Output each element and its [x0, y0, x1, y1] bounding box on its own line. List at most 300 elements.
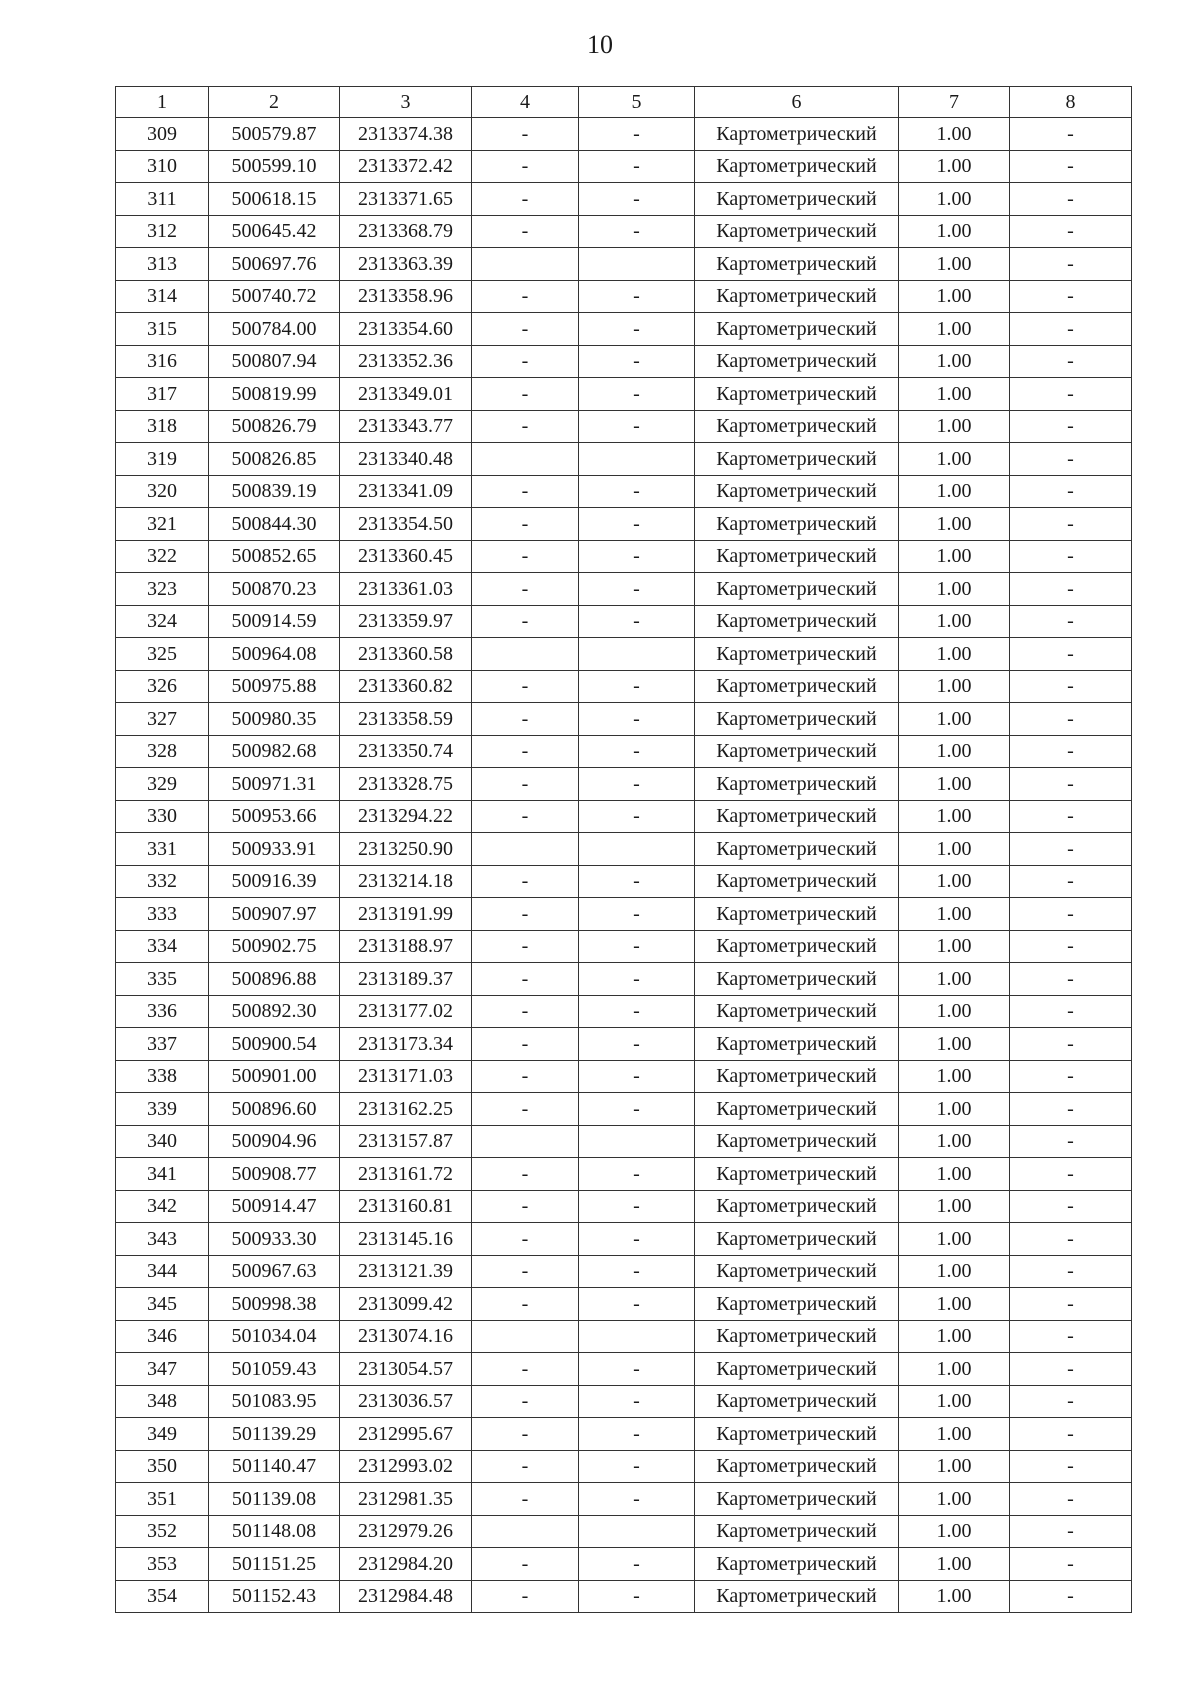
col5-cell: -: [579, 215, 695, 248]
col8-cell: -: [1010, 540, 1132, 573]
method-cell: Картометрический: [695, 573, 899, 606]
col4-cell: -: [472, 1223, 579, 1256]
col8-cell: -: [1010, 1255, 1132, 1288]
col4-cell: -: [472, 215, 579, 248]
col5-cell: -: [579, 605, 695, 638]
accuracy-cell: 1.00: [899, 1450, 1010, 1483]
y-coordinate-cell: 2313160.81: [340, 1190, 472, 1223]
col8-cell: -: [1010, 995, 1132, 1028]
col5-cell: -: [579, 475, 695, 508]
accuracy-cell: 1.00: [899, 1515, 1010, 1548]
method-cell: Картометрический: [695, 1548, 899, 1581]
col5-cell: -: [579, 280, 695, 313]
col5-cell: [579, 1320, 695, 1353]
col4-cell: -: [472, 703, 579, 736]
point-number-cell: 324: [116, 605, 209, 638]
col5-cell: -: [579, 540, 695, 573]
col5-cell: [579, 638, 695, 671]
col8-cell: -: [1010, 215, 1132, 248]
method-cell: Картометрический: [695, 1320, 899, 1353]
col8-cell: -: [1010, 963, 1132, 996]
table-row: [116, 995, 1132, 1028]
table-row: [116, 1515, 1132, 1548]
col8-cell: -: [1010, 280, 1132, 313]
x-coordinate-cell: 500896.88: [209, 963, 340, 996]
table-row: [116, 833, 1132, 866]
point-number-cell: 315: [116, 313, 209, 346]
table-row: [116, 865, 1132, 898]
accuracy-cell: 1.00: [899, 1125, 1010, 1158]
point-number-cell: 326: [116, 670, 209, 703]
accuracy-cell: 1.00: [899, 508, 1010, 541]
table-row: [116, 638, 1132, 671]
method-cell: Картометрический: [695, 703, 899, 736]
accuracy-cell: 1.00: [899, 1320, 1010, 1353]
col4-cell: -: [472, 1060, 579, 1093]
point-number-cell: 348: [116, 1385, 209, 1418]
accuracy-cell: 1.00: [899, 150, 1010, 183]
y-coordinate-cell: 2313054.57: [340, 1353, 472, 1386]
point-number-cell: 351: [116, 1483, 209, 1516]
x-coordinate-cell: 501139.29: [209, 1418, 340, 1451]
table-row: [116, 768, 1132, 801]
x-coordinate-cell: 500914.59: [209, 605, 340, 638]
y-coordinate-cell: 2313177.02: [340, 995, 472, 1028]
col5-cell: [579, 248, 695, 281]
table-row: [116, 1580, 1132, 1613]
y-coordinate-cell: 2313363.39: [340, 248, 472, 281]
column-header: 2: [209, 87, 340, 118]
y-coordinate-cell: 2313341.09: [340, 475, 472, 508]
y-coordinate-cell: 2312984.48: [340, 1580, 472, 1613]
col8-cell: -: [1010, 150, 1132, 183]
method-cell: Картометрический: [695, 638, 899, 671]
col8-cell: -: [1010, 1158, 1132, 1191]
point-number-cell: 335: [116, 963, 209, 996]
col4-cell: -: [472, 995, 579, 1028]
col5-cell: -: [579, 1483, 695, 1516]
table-row: [116, 1255, 1132, 1288]
x-coordinate-cell: 500914.47: [209, 1190, 340, 1223]
x-coordinate-cell: 500967.63: [209, 1255, 340, 1288]
table-row: [116, 800, 1132, 833]
method-cell: Картометрический: [695, 183, 899, 216]
col8-cell: -: [1010, 1060, 1132, 1093]
y-coordinate-cell: 2313350.74: [340, 735, 472, 768]
x-coordinate-cell: 500933.91: [209, 833, 340, 866]
column-header: 5: [579, 87, 695, 118]
col5-cell: -: [579, 410, 695, 443]
x-coordinate-cell: 500998.38: [209, 1288, 340, 1321]
y-coordinate-cell: 2313162.25: [340, 1093, 472, 1126]
col5-cell: -: [579, 150, 695, 183]
point-number-cell: 310: [116, 150, 209, 183]
col8-cell: -: [1010, 118, 1132, 151]
y-coordinate-cell: 2313121.39: [340, 1255, 472, 1288]
method-cell: Картометрический: [695, 215, 899, 248]
y-coordinate-cell: 2313340.48: [340, 443, 472, 476]
accuracy-cell: 1.00: [899, 475, 1010, 508]
point-number-cell: 350: [116, 1450, 209, 1483]
method-cell: Картометрический: [695, 1580, 899, 1613]
point-number-cell: 341: [116, 1158, 209, 1191]
method-cell: Картометрический: [695, 443, 899, 476]
accuracy-cell: 1.00: [899, 670, 1010, 703]
accuracy-cell: 1.00: [899, 833, 1010, 866]
accuracy-cell: 1.00: [899, 963, 1010, 996]
x-coordinate-cell: 500826.79: [209, 410, 340, 443]
col8-cell: -: [1010, 833, 1132, 866]
col4-cell: -: [472, 930, 579, 963]
accuracy-cell: 1.00: [899, 638, 1010, 671]
method-cell: Картометрический: [695, 1353, 899, 1386]
col4-cell: -: [472, 410, 579, 443]
table-row: [116, 345, 1132, 378]
col5-cell: -: [579, 345, 695, 378]
point-number-cell: 344: [116, 1255, 209, 1288]
col5-cell: -: [579, 1028, 695, 1061]
x-coordinate-cell: 500697.76: [209, 248, 340, 281]
column-header: 1: [116, 87, 209, 118]
col8-cell: -: [1010, 670, 1132, 703]
accuracy-cell: 1.00: [899, 768, 1010, 801]
x-coordinate-cell: 500892.30: [209, 995, 340, 1028]
method-cell: Картометрический: [695, 150, 899, 183]
col4-cell: -: [472, 573, 579, 606]
col5-cell: -: [579, 1548, 695, 1581]
method-cell: Картометрический: [695, 378, 899, 411]
y-coordinate-cell: 2313349.01: [340, 378, 472, 411]
accuracy-cell: 1.00: [899, 898, 1010, 931]
accuracy-cell: 1.00: [899, 703, 1010, 736]
page-number: 10: [587, 30, 613, 59]
point-number-cell: 334: [116, 930, 209, 963]
col8-cell: -: [1010, 605, 1132, 638]
method-cell: Картометрический: [695, 508, 899, 541]
table-row: [116, 378, 1132, 411]
col4-cell: -: [472, 280, 579, 313]
accuracy-cell: 1.00: [899, 865, 1010, 898]
x-coordinate-cell: 500599.10: [209, 150, 340, 183]
y-coordinate-cell: 2313189.37: [340, 963, 472, 996]
y-coordinate-cell: 2313360.82: [340, 670, 472, 703]
point-number-cell: 327: [116, 703, 209, 736]
table-row: [116, 1093, 1132, 1126]
col8-cell: -: [1010, 638, 1132, 671]
method-cell: Картометрический: [695, 313, 899, 346]
y-coordinate-cell: 2312979.26: [340, 1515, 472, 1548]
col4-cell: -: [472, 865, 579, 898]
x-coordinate-cell: 501139.08: [209, 1483, 340, 1516]
point-number-cell: 340: [116, 1125, 209, 1158]
method-cell: Картометрический: [695, 1190, 899, 1223]
y-coordinate-cell: 2313352.36: [340, 345, 472, 378]
y-coordinate-cell: 2313191.99: [340, 898, 472, 931]
point-number-cell: 322: [116, 540, 209, 573]
col5-cell: -: [579, 1288, 695, 1321]
accuracy-cell: 1.00: [899, 573, 1010, 606]
col4-cell: -: [472, 313, 579, 346]
col4-cell: -: [472, 118, 579, 151]
col4-cell: -: [472, 605, 579, 638]
column-header: 6: [695, 87, 899, 118]
accuracy-cell: 1.00: [899, 280, 1010, 313]
table-row: [116, 898, 1132, 931]
col4-cell: -: [472, 345, 579, 378]
col8-cell: -: [1010, 1580, 1132, 1613]
y-coordinate-cell: 2313173.34: [340, 1028, 472, 1061]
method-cell: Картометрический: [695, 1028, 899, 1061]
y-coordinate-cell: 2313343.77: [340, 410, 472, 443]
col8-cell: -: [1010, 898, 1132, 931]
col5-cell: -: [579, 1190, 695, 1223]
point-number-cell: 336: [116, 995, 209, 1028]
accuracy-cell: 1.00: [899, 313, 1010, 346]
col8-cell: -: [1010, 1483, 1132, 1516]
point-number-cell: 342: [116, 1190, 209, 1223]
x-coordinate-cell: 500980.35: [209, 703, 340, 736]
accuracy-cell: 1.00: [899, 930, 1010, 963]
col8-cell: -: [1010, 1418, 1132, 1451]
col8-cell: -: [1010, 703, 1132, 736]
col5-cell: -: [579, 768, 695, 801]
x-coordinate-cell: 500579.87: [209, 118, 340, 151]
y-coordinate-cell: 2312993.02: [340, 1450, 472, 1483]
col8-cell: -: [1010, 183, 1132, 216]
table-row: [116, 248, 1132, 281]
col4-cell: -: [472, 800, 579, 833]
col5-cell: -: [579, 1255, 695, 1288]
point-number-cell: 319: [116, 443, 209, 476]
x-coordinate-cell: 500907.97: [209, 898, 340, 931]
y-coordinate-cell: 2313157.87: [340, 1125, 472, 1158]
y-coordinate-cell: 2313358.59: [340, 703, 472, 736]
table-row: [116, 475, 1132, 508]
col8-cell: -: [1010, 1190, 1132, 1223]
table-row: [116, 280, 1132, 313]
column-header: 8: [1010, 87, 1132, 118]
method-cell: Картометрический: [695, 248, 899, 281]
method-cell: Картометрический: [695, 800, 899, 833]
table-row: [116, 670, 1132, 703]
table-row: [116, 150, 1132, 183]
col4-cell: -: [472, 150, 579, 183]
y-coordinate-cell: 2313161.72: [340, 1158, 472, 1191]
col5-cell: -: [579, 378, 695, 411]
method-cell: Картометрический: [695, 410, 899, 443]
x-coordinate-cell: 500852.65: [209, 540, 340, 573]
col4-cell: [472, 248, 579, 281]
accuracy-cell: 1.00: [899, 215, 1010, 248]
x-coordinate-cell: 501140.47: [209, 1450, 340, 1483]
accuracy-cell: 1.00: [899, 118, 1010, 151]
method-cell: Картометрический: [695, 1125, 899, 1158]
table-row: [116, 313, 1132, 346]
col8-cell: -: [1010, 248, 1132, 281]
accuracy-cell: 1.00: [899, 1158, 1010, 1191]
x-coordinate-cell: 501059.43: [209, 1353, 340, 1386]
accuracy-cell: 1.00: [899, 345, 1010, 378]
col4-cell: [472, 1125, 579, 1158]
x-coordinate-cell: 500916.39: [209, 865, 340, 898]
col5-cell: -: [579, 930, 695, 963]
col5-cell: [579, 1125, 695, 1158]
col8-cell: -: [1010, 1450, 1132, 1483]
col8-cell: -: [1010, 865, 1132, 898]
method-cell: Картометрический: [695, 605, 899, 638]
col8-cell: -: [1010, 475, 1132, 508]
accuracy-cell: 1.00: [899, 995, 1010, 1028]
table-row: [116, 703, 1132, 736]
x-coordinate-cell: 500953.66: [209, 800, 340, 833]
col5-cell: -: [579, 963, 695, 996]
y-coordinate-cell: 2313250.90: [340, 833, 472, 866]
accuracy-cell: 1.00: [899, 1028, 1010, 1061]
col4-cell: [472, 833, 579, 866]
col4-cell: -: [472, 1093, 579, 1126]
table-row: [116, 930, 1132, 963]
x-coordinate-cell: 500904.96: [209, 1125, 340, 1158]
table-row: [116, 735, 1132, 768]
point-number-cell: 331: [116, 833, 209, 866]
table-row: [116, 1060, 1132, 1093]
col5-cell: -: [579, 898, 695, 931]
col4-cell: -: [472, 1158, 579, 1191]
col4-cell: -: [472, 1418, 579, 1451]
point-number-cell: 330: [116, 800, 209, 833]
method-cell: Картометрический: [695, 1223, 899, 1256]
col4-cell: -: [472, 898, 579, 931]
col8-cell: -: [1010, 1320, 1132, 1353]
col4-cell: -: [472, 540, 579, 573]
table-row: [116, 1028, 1132, 1061]
x-coordinate-cell: 501034.04: [209, 1320, 340, 1353]
col8-cell: -: [1010, 1385, 1132, 1418]
col4-cell: -: [472, 1483, 579, 1516]
col8-cell: -: [1010, 1548, 1132, 1581]
col5-cell: -: [579, 118, 695, 151]
accuracy-cell: 1.00: [899, 1548, 1010, 1581]
y-coordinate-cell: 2313036.57: [340, 1385, 472, 1418]
point-number-cell: 353: [116, 1548, 209, 1581]
point-number-cell: 325: [116, 638, 209, 671]
y-coordinate-cell: 2312995.67: [340, 1418, 472, 1451]
col5-cell: -: [579, 1580, 695, 1613]
point-number-cell: 332: [116, 865, 209, 898]
column-header: 4: [472, 87, 579, 118]
x-coordinate-cell: 500964.08: [209, 638, 340, 671]
y-coordinate-cell: 2313368.79: [340, 215, 472, 248]
accuracy-cell: 1.00: [899, 800, 1010, 833]
point-number-cell: 345: [116, 1288, 209, 1321]
col8-cell: -: [1010, 378, 1132, 411]
col5-cell: -: [579, 735, 695, 768]
method-cell: Картометрический: [695, 1288, 899, 1321]
col8-cell: -: [1010, 1093, 1132, 1126]
table-row: [116, 963, 1132, 996]
col4-cell: -: [472, 1288, 579, 1321]
col4-cell: -: [472, 768, 579, 801]
coordinates-table: [115, 86, 1132, 1613]
col4-cell: -: [472, 475, 579, 508]
point-number-cell: 313: [116, 248, 209, 281]
x-coordinate-cell: 500933.30: [209, 1223, 340, 1256]
table-row: [116, 1288, 1132, 1321]
col4-cell: -: [472, 1353, 579, 1386]
point-number-cell: 328: [116, 735, 209, 768]
x-coordinate-cell: 500896.60: [209, 1093, 340, 1126]
method-cell: Картометрический: [695, 1483, 899, 1516]
y-coordinate-cell: 2313214.18: [340, 865, 472, 898]
y-coordinate-cell: 2313328.75: [340, 768, 472, 801]
method-cell: Картометрический: [695, 930, 899, 963]
column-header: 7: [899, 87, 1010, 118]
col8-cell: -: [1010, 768, 1132, 801]
point-number-cell: 318: [116, 410, 209, 443]
col4-cell: -: [472, 1548, 579, 1581]
table-row: [116, 1418, 1132, 1451]
table-row: [116, 1223, 1132, 1256]
x-coordinate-cell: 500819.99: [209, 378, 340, 411]
method-cell: Картометрический: [695, 1385, 899, 1418]
col8-cell: -: [1010, 313, 1132, 346]
accuracy-cell: 1.00: [899, 1580, 1010, 1613]
col5-cell: [579, 1515, 695, 1548]
y-coordinate-cell: 2313360.45: [340, 540, 472, 573]
col4-cell: -: [472, 1385, 579, 1418]
accuracy-cell: 1.00: [899, 1060, 1010, 1093]
method-cell: Картометрический: [695, 345, 899, 378]
x-coordinate-cell: 500901.00: [209, 1060, 340, 1093]
x-coordinate-cell: 500902.75: [209, 930, 340, 963]
method-cell: Картометрический: [695, 865, 899, 898]
point-number-cell: 311: [116, 183, 209, 216]
x-coordinate-cell: 500826.85: [209, 443, 340, 476]
x-coordinate-cell: 501152.43: [209, 1580, 340, 1613]
col8-cell: -: [1010, 410, 1132, 443]
col5-cell: -: [579, 865, 695, 898]
accuracy-cell: 1.00: [899, 1483, 1010, 1516]
accuracy-cell: 1.00: [899, 378, 1010, 411]
col8-cell: -: [1010, 735, 1132, 768]
x-coordinate-cell: 500807.94: [209, 345, 340, 378]
col4-cell: [472, 1515, 579, 1548]
accuracy-cell: 1.00: [899, 605, 1010, 638]
col5-cell: [579, 443, 695, 476]
col5-cell: -: [579, 1450, 695, 1483]
col4-cell: -: [472, 1255, 579, 1288]
y-coordinate-cell: 2313371.65: [340, 183, 472, 216]
col5-cell: -: [579, 1353, 695, 1386]
y-coordinate-cell: 2313294.22: [340, 800, 472, 833]
table-row: [116, 410, 1132, 443]
point-number-cell: 309: [116, 118, 209, 151]
point-number-cell: 339: [116, 1093, 209, 1126]
y-coordinate-cell: 2313359.97: [340, 605, 472, 638]
point-number-cell: 352: [116, 1515, 209, 1548]
col4-cell: -: [472, 378, 579, 411]
table-row: [116, 508, 1132, 541]
point-number-cell: 346: [116, 1320, 209, 1353]
column-header: 3: [340, 87, 472, 118]
col4-cell: -: [472, 963, 579, 996]
col5-cell: -: [579, 1385, 695, 1418]
col5-cell: -: [579, 183, 695, 216]
accuracy-cell: 1.00: [899, 1255, 1010, 1288]
method-cell: Картометрический: [695, 1255, 899, 1288]
col5-cell: -: [579, 1223, 695, 1256]
accuracy-cell: 1.00: [899, 183, 1010, 216]
